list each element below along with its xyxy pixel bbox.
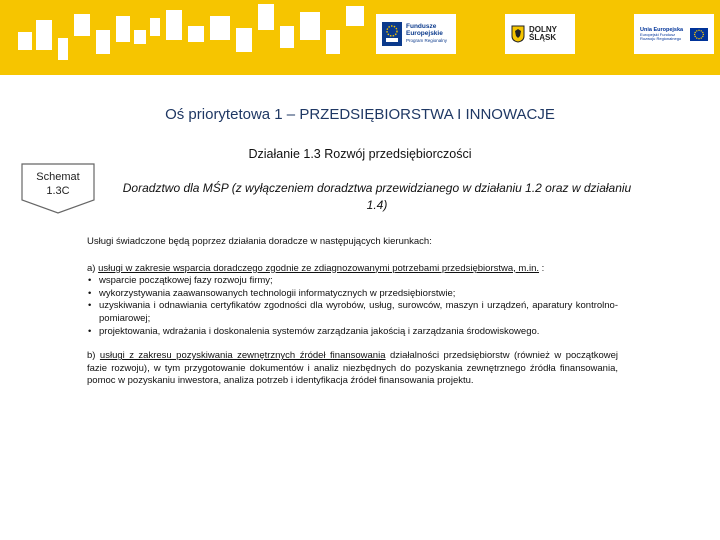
fundusze-europejskie-logo bbox=[376, 14, 456, 54]
schema-number: 1.3C bbox=[46, 185, 70, 197]
page-subtitle: Działanie 1.3 Rozwój przedsiębiorczości bbox=[248, 147, 472, 161]
unia-europejska-logo bbox=[634, 14, 714, 54]
eu-flag-icon bbox=[690, 28, 708, 41]
content-body bbox=[87, 236, 618, 388]
schema-label: Schemat bbox=[36, 171, 80, 183]
page-title: Oś priorytetowa 1 – PRZEDSIĘBIORSTWA I INNOWACJE bbox=[165, 106, 555, 123]
section-b-rest: działalności przedsiębiorstw (również w początkowej fazie rozwoju), w tym przygotowanie dokumentów i analiz niezbędnych do pozyskania zewnętrznego źródła finansowania, pomoc w pozyskaniu inwestora, analiza potrzeb i identyfikacja źródeł finansowania projektu. bbox=[87, 350, 618, 387]
list-item: • wykorzystywania zaawansowanych technologii informatycznych w przedsiębiorstwie; bbox=[87, 288, 618, 301]
header-banner bbox=[0, 0, 720, 75]
schema-badge bbox=[18, 160, 98, 215]
fundusze-europejskie-emblem-icon bbox=[382, 22, 402, 46]
ue-logo-sub: Europejski Fundusz Rozwoju Regionalnego bbox=[640, 31, 682, 42]
list-item: • wsparcie początkowej fazy rozwoju firmy; bbox=[87, 275, 618, 288]
intro-text: Usługi świadczone będą poprzez działania doradcze w następujących kierunkach: bbox=[87, 236, 432, 247]
section-b-paragraph bbox=[87, 350, 618, 388]
section-a-suffix: : bbox=[539, 262, 545, 274]
section-a-heading bbox=[87, 263, 618, 276]
list-item: • projektowania, wdrażania i doskonalenia systemów zarządzania jakością i zarządzania środowiskowego. bbox=[87, 326, 618, 339]
dolny-slask-eagle-icon bbox=[511, 25, 525, 43]
section-a-underlined: usługi w zakresie wsparcia doradczego zgodnie ze zdiagnozowanymi potrzebami przedsiębiorstwa, m.in. bbox=[98, 262, 540, 274]
section-b-prefix: b) bbox=[87, 350, 100, 362]
dolny-slask-logo bbox=[505, 14, 575, 54]
ds-logo-line2: ŚLĄSK bbox=[529, 33, 557, 42]
list-item: • uzyskiwania i odnawiania certyfikatów zgodności dla wyrobów, usług, surowców, maszyn i urządzeń, aparatury kontrolno-pomiarowej; bbox=[87, 300, 618, 325]
section-a-prefix: a) bbox=[87, 262, 99, 274]
ue-logo-name: Unia Europejska bbox=[640, 26, 684, 33]
fe-logo-sub: Program Regionalny bbox=[406, 38, 448, 44]
banner-decoration-icon bbox=[0, 0, 720, 75]
section-b-underlined: usługi z zakresu pozyskiwania zewnętrznych źródeł finansowania bbox=[99, 350, 386, 362]
section-a-list bbox=[87, 275, 618, 338]
fe-logo-name: Fundusze Europejskie bbox=[406, 22, 443, 37]
ds-logo-line1: DOLNY bbox=[529, 25, 557, 34]
focus-heading: Doradztwo dla MŚP (z wyłączeniem doradztwa przewidzianego w działaniu 1.2 oraz w działaniu 1.4) bbox=[122, 181, 632, 212]
